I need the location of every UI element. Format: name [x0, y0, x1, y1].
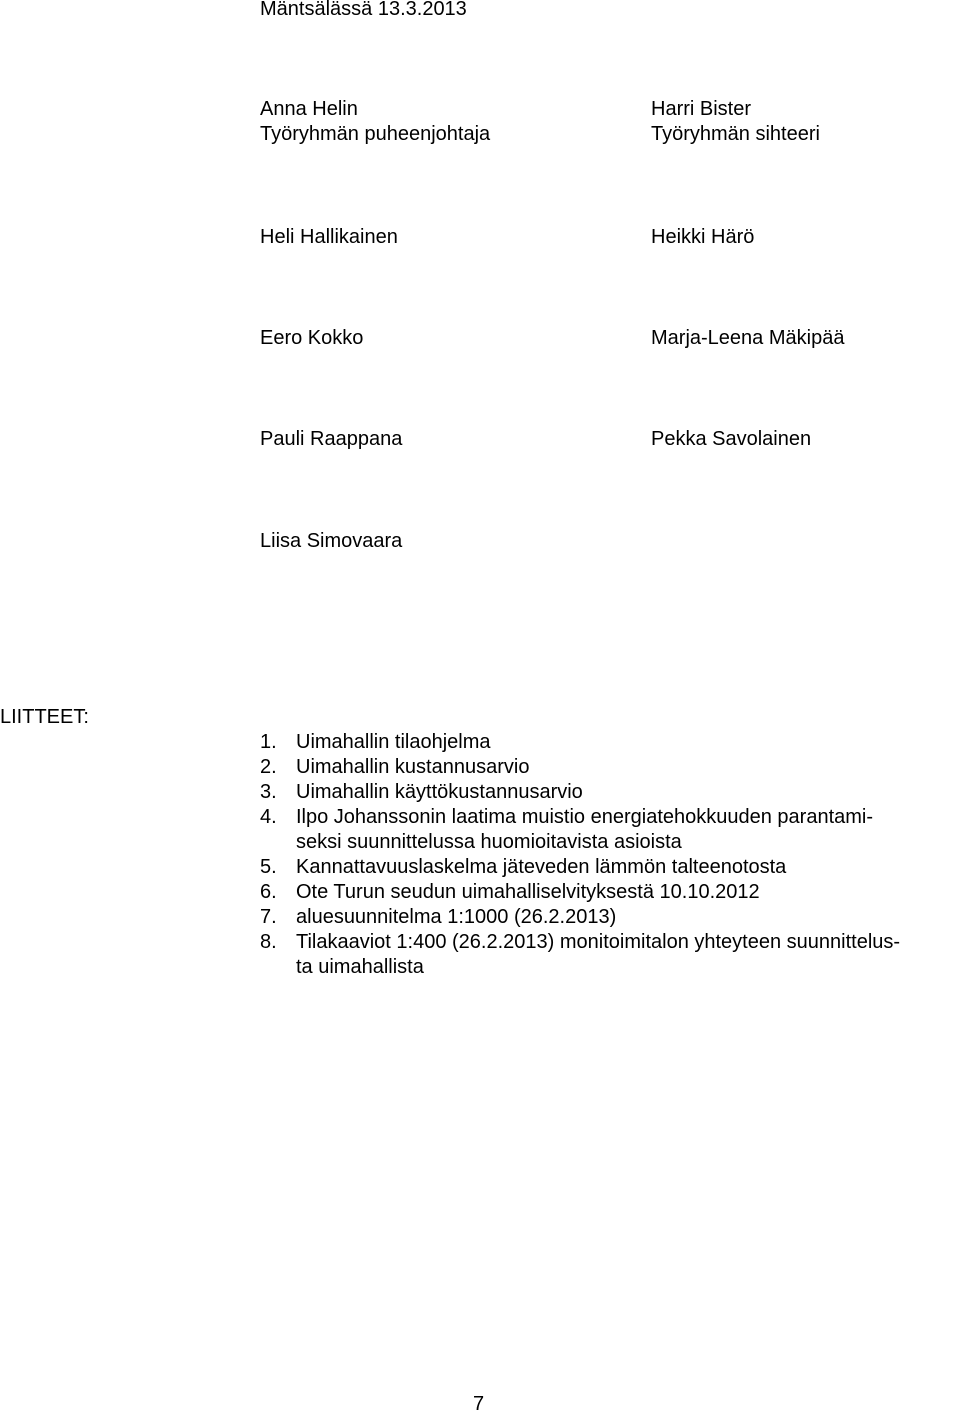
list-item-number: 3.: [260, 781, 277, 803]
list-item-number: 5.: [260, 856, 277, 878]
page-number: 7: [473, 1393, 485, 1415]
list-item: [260, 905, 960, 930]
signatory-name: Heli Hallikainen: [260, 226, 398, 248]
list-item-text: ta uimahallista: [296, 956, 424, 978]
signatory-name: Pekka Savolainen: [651, 428, 812, 450]
list-item: [260, 755, 960, 780]
list-item: [260, 805, 960, 855]
list-item: [260, 930, 960, 980]
signatory-name: Harri Bister: [651, 98, 752, 120]
list-item-text: aluesuunnitelma 1:1000 (26.2.2013): [296, 906, 617, 928]
list-item-number: 4.: [260, 806, 277, 828]
list-item-number: 6.: [260, 881, 277, 903]
list-item-text: Uimahallin tilaohjelma: [296, 731, 491, 753]
signatory-role: Työryhmän puheenjohtaja: [260, 123, 491, 145]
signatory-role: Työryhmän sihteeri: [651, 123, 820, 145]
place-date: Mäntsälässä 13.3.2013: [260, 0, 467, 20]
signatory-name: Anna Helin: [260, 98, 358, 120]
list-item: [260, 855, 960, 880]
signatory-name: Marja-Leena Mäkipää: [651, 327, 845, 349]
list-item-number: 1.: [260, 731, 277, 753]
signatory-name: Heikki Härö: [651, 226, 755, 248]
list-item: [260, 730, 960, 755]
list-item-text: Kannattavuuslaskelma jäteveden lämmön talteenotosta: [296, 856, 787, 878]
list-item: [260, 780, 960, 805]
attachments-list: [260, 730, 960, 980]
list-item-number: 2.: [260, 756, 277, 778]
list-item-text: Tilakaaviot 1:400 (26.2.2013) monitoimitalon yhteyteen suunnittelus-: [296, 931, 901, 953]
list-item: [260, 880, 960, 905]
signatory-name: Pauli Raappana: [260, 428, 403, 450]
list-item-number: 7.: [260, 906, 277, 928]
list-item-text: Ote Turun seudun uimahalliselvityksestä 10.10.2012: [296, 881, 760, 903]
signatory-name: Liisa Simovaara: [260, 530, 403, 552]
list-item-text: Ilpo Johanssonin laatima muistio energiatehokkuuden parantami-: [296, 806, 874, 828]
signatory-name: Eero Kokko: [260, 327, 364, 349]
attachments-heading: LIITTEET:: [0, 706, 89, 728]
list-item-text: Uimahallin kustannusarvio: [296, 756, 530, 778]
list-item-number: 8.: [260, 931, 277, 953]
list-item-text: seksi suunnittelussa huomioitavista asioista: [296, 831, 682, 853]
list-item-text: Uimahallin käyttökustannusarvio: [296, 781, 583, 803]
